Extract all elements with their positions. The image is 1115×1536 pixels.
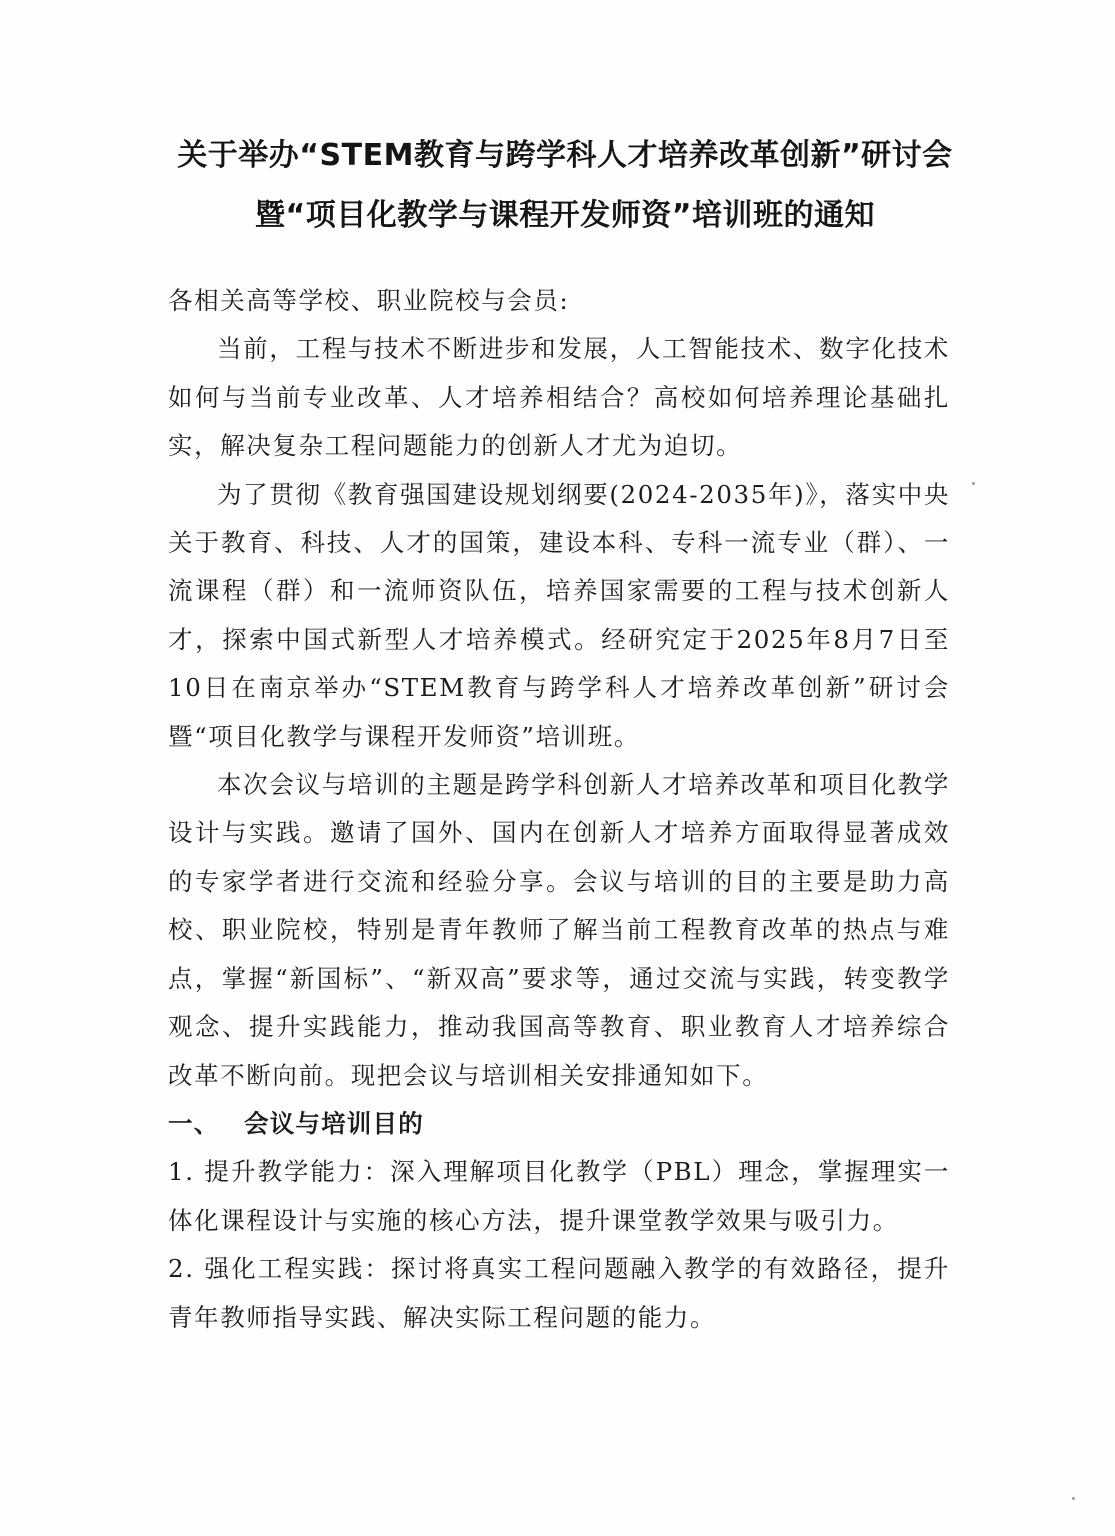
document-title xyxy=(120,126,1010,246)
title-line-1: 关于举办“STEM教育与跨学科人才培养改革创新”研讨会 xyxy=(177,138,953,173)
document-body xyxy=(168,277,950,1342)
salutation: 各相关高等学校、职业院校与会员: xyxy=(168,286,570,315)
paragraph-theme: 本次会议与培训的主题是跨学科创新人才培养改革和项目化教学设计与实践。邀请了国外、国内在创新人才培养方面取得显著成效的专家学者进行交流和经验分享。会议与培训的目的主要是助力高校、职业院校，特别是青年教师了解当前工程教育改革的热点与难点，掌握“新国标”、“新双高”要求等，通过交流与实践，转变教学观念、提升实践能力，推动我国高等教育、职业教育人才培养综合改革不断向前。现把会议与培训相关安排通知如下。 xyxy=(168,770,950,1090)
paragraph-intro: 当前，工程与技术不断进步和发展，人工智能技术、数字化技术如何与当前专业改革、人才培养相结合？高校如何培养理论基础扎实，解决复杂工程问题能力的创新人才尤为迫切。 xyxy=(168,334,950,461)
scan-speck xyxy=(972,482,975,485)
list-item: 1. 提升教学能力：深入理解项目化教学（PBL）理念，掌握理实一体化课程设计与实施的核心方法，提升课堂教学效果与吸引力。 xyxy=(168,1157,950,1235)
title-line-2: 暨“项目化教学与课程开发师资”培训班的通知 xyxy=(255,198,875,233)
section-heading xyxy=(168,1100,950,1148)
section-heading-text: 会议与培训目的 xyxy=(244,1108,424,1138)
paragraph-purpose: 为了贯彻《教育强国建设规划纲要(2024-2035年)》，落实中央关于教育、科技、人才的国策，建设本科、专科一流专业（群）、一流课程（群）和一流师资队伍，培养国家需要的工程与技术创新人才，探索中国式新型人才培养模式。经研究定于2025年8月7日至10日在南京举办“STEM教育与跨学科人才培养改革创新”研讨会暨“项目化教学与课程开发师资”培训班。 xyxy=(168,479,950,751)
section-number: 一、 xyxy=(168,1108,220,1138)
scan-speck xyxy=(1072,1497,1075,1500)
list-item: 2. 强化工程实践：探讨将真实工程问题融入教学的有效路径，提升青年教师指导实践、解决实际工程问题的能力。 xyxy=(168,1254,950,1332)
